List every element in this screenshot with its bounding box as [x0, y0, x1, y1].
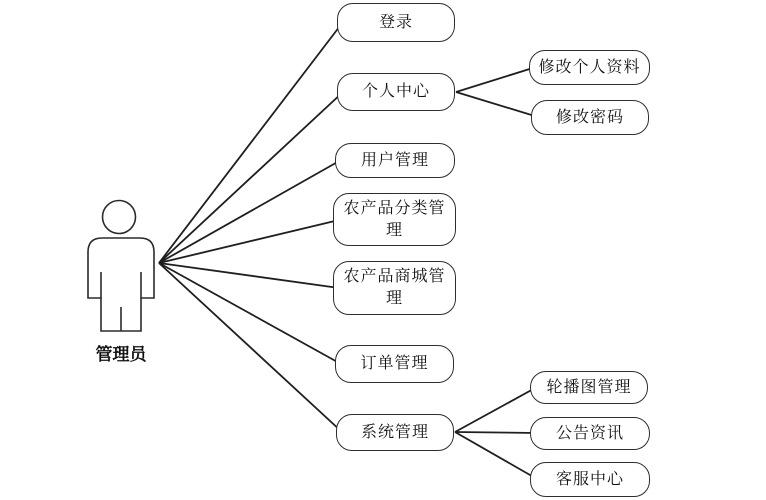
personal-center-links [456, 67, 538, 117]
usecase-carousel-management: 轮播图管理 [530, 371, 648, 404]
usecase-system-management: 系统管理 [336, 414, 454, 451]
usecase-login: 登录 [337, 3, 455, 42]
usecase-customer-service: 客服中心 [530, 462, 650, 497]
usecase-user-management: 用户管理 [335, 143, 455, 178]
usecase-order-management: 订单管理 [335, 345, 454, 383]
actor-figure [88, 201, 154, 332]
usecase-announcement: 公告资讯 [530, 417, 650, 450]
usecase-edit-profile: 修改个人资料 [529, 50, 650, 85]
system-management-links [455, 387, 537, 479]
actor-head [103, 201, 136, 234]
usecase-category-management: 农产品分类管理 [333, 193, 456, 246]
usecase-personal-center: 个人中心 [337, 73, 455, 111]
actor-label: 管理员 [95, 345, 147, 364]
actor-association-lines [159, 22, 343, 432]
usecase-mall-management: 农产品商城管理 [333, 261, 456, 315]
usecase-change-password: 修改密码 [531, 100, 649, 135]
